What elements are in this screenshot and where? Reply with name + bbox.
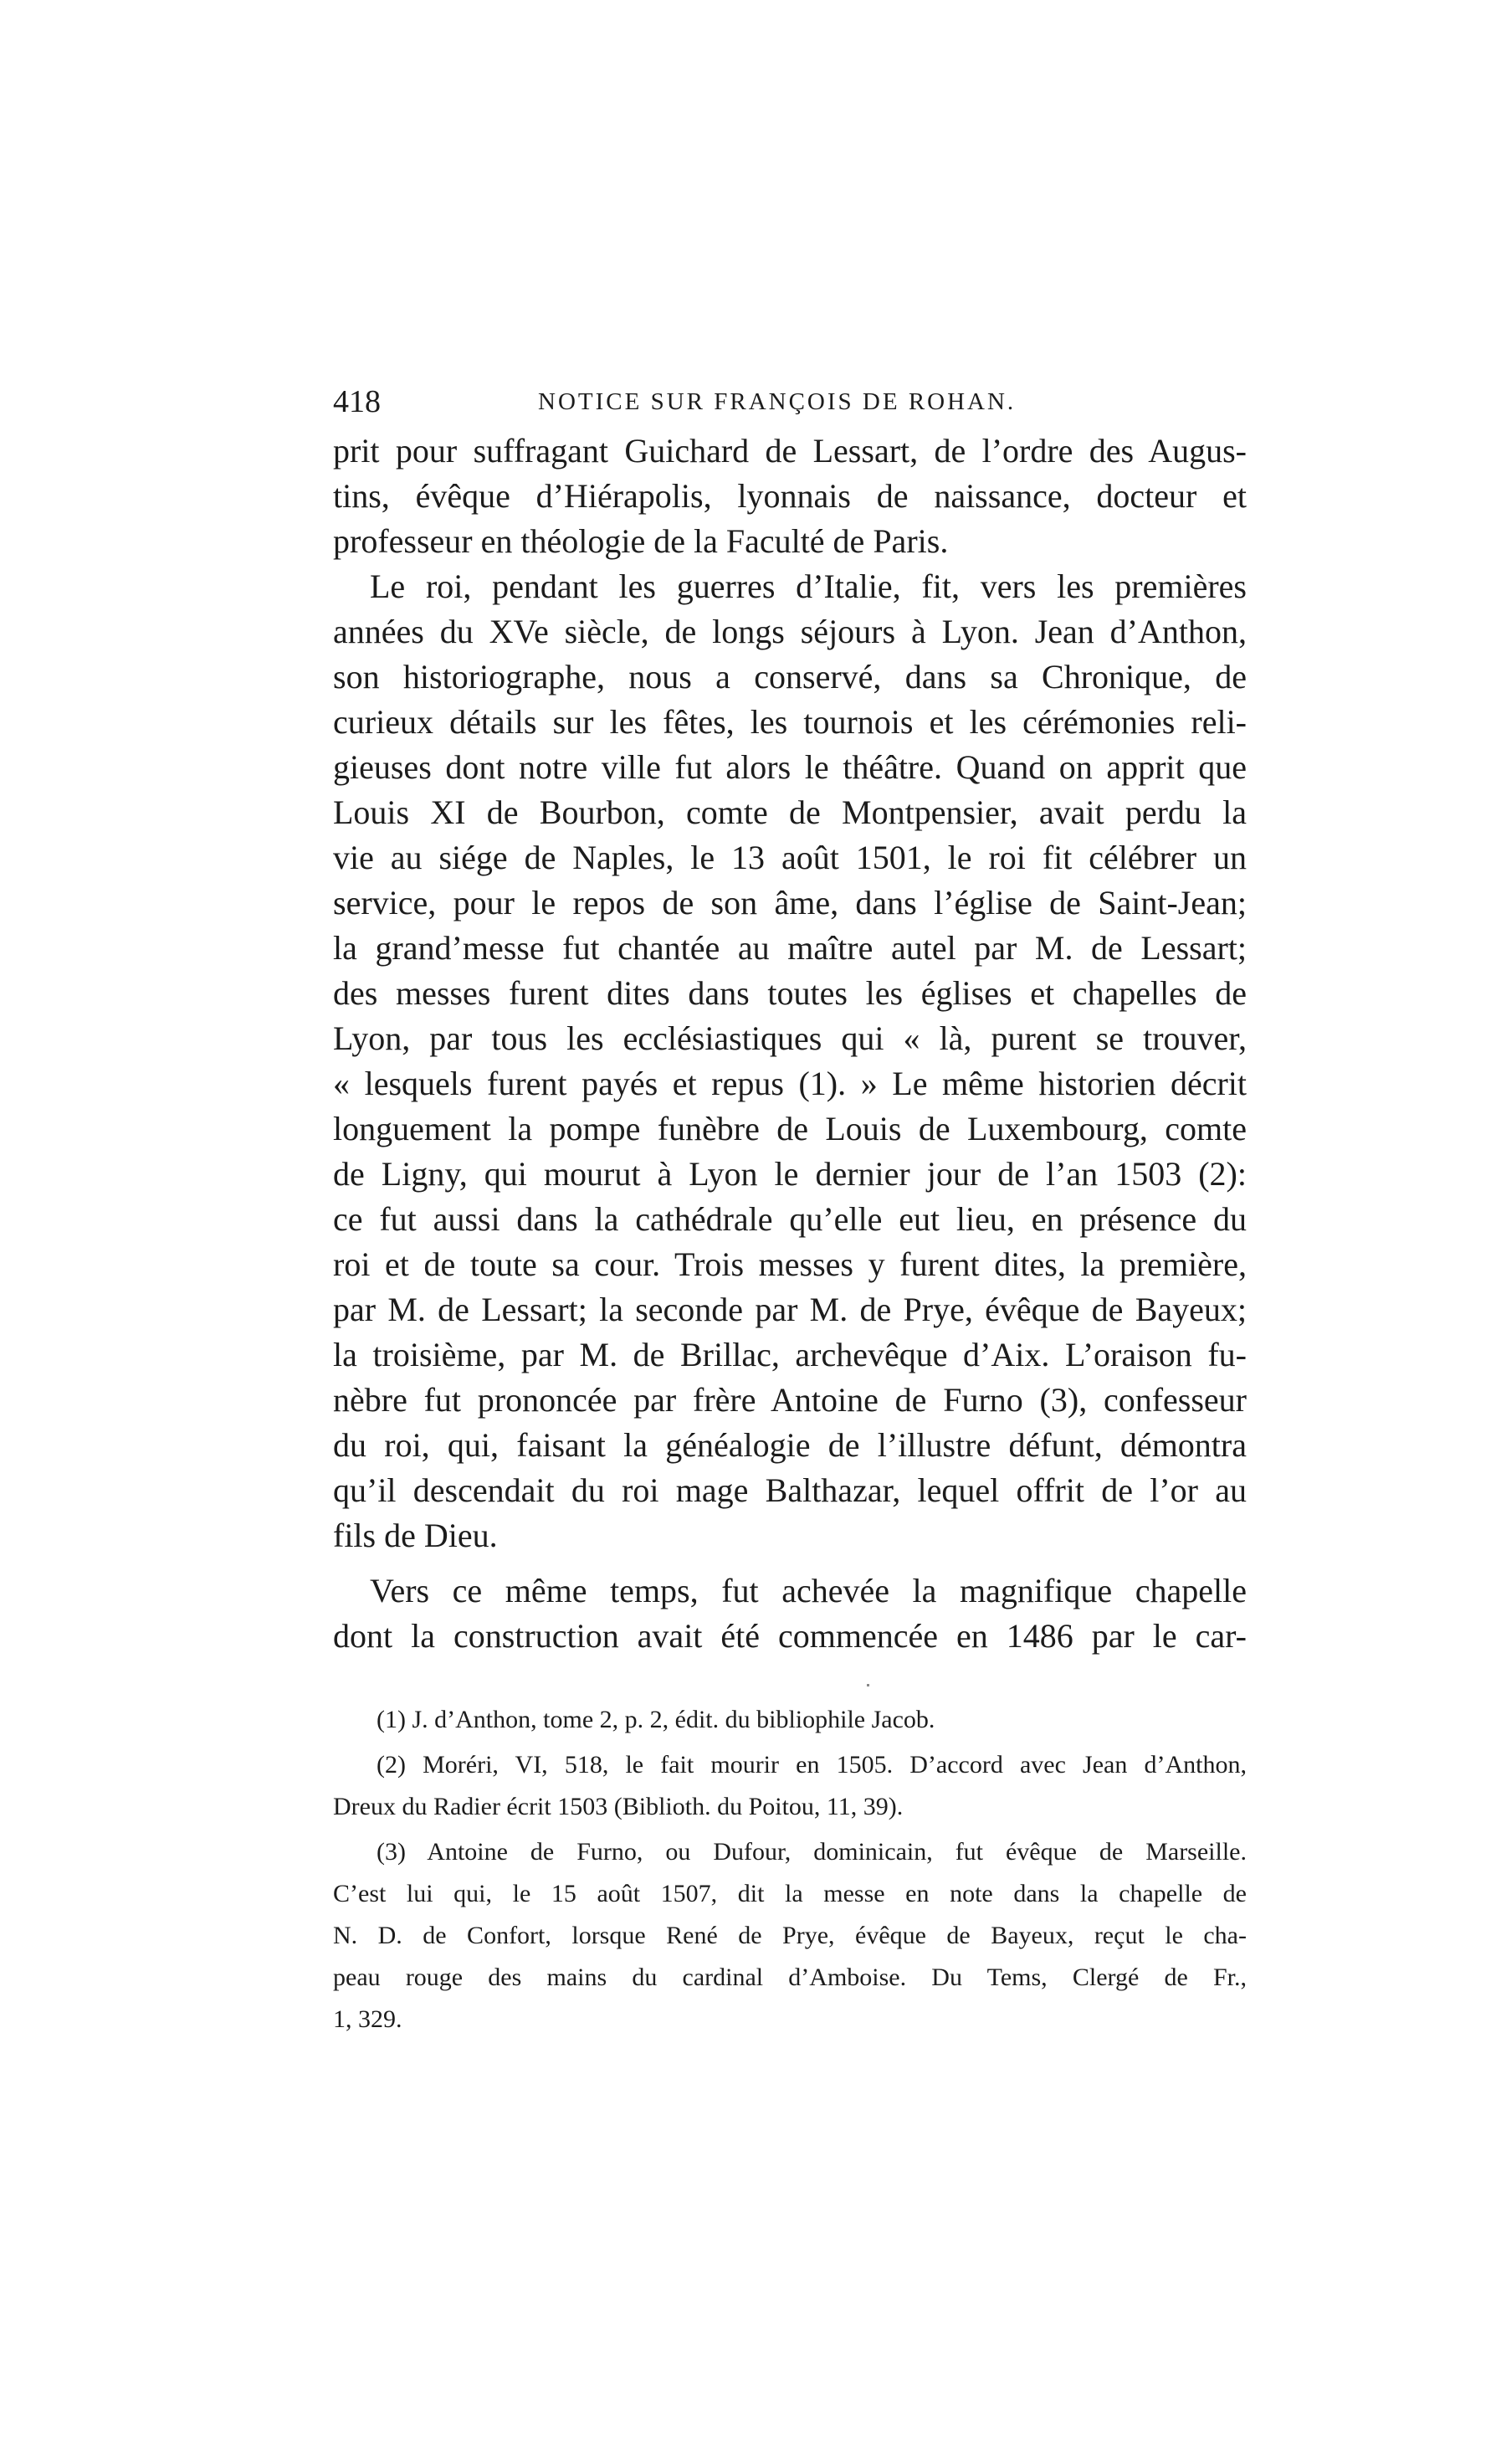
text-line: nèbre fut prononcée par frère Antoine de Furno (3), confesseur (333, 1381, 1247, 1419)
text-line: gieuses dont notre ville fut alors le théâtre. Quand on apprit que (333, 748, 1247, 786)
text-line: Vers ce même temps, fut achevée la magnifique chapelle (370, 1572, 1247, 1609)
footnote-line: (2) Moréri, VI, 518, le fait mourir en 1505. D’accord avec Jean d’Anthon, (377, 1751, 1247, 1779)
text-line: prit pour suffragant Guichard de Lessart, de l’ordre des Augus- (333, 432, 1247, 470)
footnote-line: C’est lui qui, le 15 août 1507, dit la messe en note dans la chapelle de (333, 1880, 1247, 1907)
text-line: fils de Dieu. (333, 1517, 498, 1554)
text-line: curieux détails sur les fêtes, les tournois et les cérémonies reli- (333, 703, 1247, 741)
text-line: roi et de toute sa cour. Trois messes y furent dites, la première, (333, 1245, 1247, 1283)
footnote-line: N. D. de Confort, lorsque René de Prye, évêque de Bayeux, reçut le cha- (333, 1922, 1247, 1949)
text-line: longuement la pompe funèbre de Louis de Luxembourg, comte (333, 1110, 1247, 1147)
text-line: qu’il descendait du roi mage Balthazar, lequel offrit de l’or au (333, 1471, 1247, 1509)
footnote-line: (3) Antoine de Furno, ou Dufour, dominicain, fut évêque de Marseille. (377, 1838, 1247, 1866)
text-line: des messes furent dites dans toutes les églises et chapelles de (333, 974, 1247, 1012)
footnote-line: 1, 329. (333, 2005, 402, 2033)
text-line: tins, évêque d’Hiérapolis, lyonnais de naissance, docteur et (333, 477, 1247, 515)
text-line: vie au siége de Naples, le 13 août 1501, le roi fit célébrer un (333, 839, 1247, 876)
footnotes (333, 1699, 1247, 2041)
text-line: son historiographe, nous a conservé, dans sa Chronique, de (333, 658, 1247, 696)
footnote-line: Dreux du Radier écrit 1503 (Biblioth. du Poitou, 11, 39). (333, 1793, 904, 1820)
text-line: « lesquels furent payés et repus (1). » Le même historien décrit (333, 1065, 1247, 1102)
text-line: Lyon, par tous les ecclésiastiques qui « là, purent se trouver, (333, 1019, 1247, 1057)
page-number: 418 (333, 384, 381, 419)
text-line: Louis XI de Bourbon, comte de Montpensier, avait perdu la (333, 793, 1247, 831)
text-line: la troisième, par M. de Brillac, archevêque d’Aix. L’oraison fu- (333, 1336, 1247, 1373)
text-line: la grand’messe fut chantée au maître autel par M. de Lessart; (333, 929, 1247, 967)
main-text (333, 429, 1247, 1659)
running-title: NOTICE SUR FRANÇOIS DE ROHAN. (538, 388, 1017, 415)
text-line: par M. de Lessart; la seconde par M. de Prye, évêque de Bayeux; (333, 1291, 1247, 1328)
footnote-line: peau rouge des mains du cardinal d’Amboise. Du Tems, Clergé de Fr., (333, 1964, 1247, 1991)
text-line: dont la construction avait été commencée en 1486 par le car- (333, 1617, 1247, 1655)
text-line: service, pour le repos de son âme, dans l’église de Saint-Jean; (333, 884, 1247, 921)
text-line: de Ligny, qui mourut à Lyon le dernier jour de l’an 1503 (2): (333, 1155, 1247, 1193)
text-line: ce fut aussi dans la cathédrale qu’elle eut lieu, en présence du (333, 1200, 1247, 1238)
page-header (333, 383, 1245, 425)
text-line: professeur en théologie de la Faculté de Paris. (333, 522, 949, 560)
footnote-line: (1) J. d’Anthon, tome 2, p. 2, édit. du bibliophile Jacob. (377, 1706, 935, 1733)
text-line: années du XVe siècle, de longs séjours à Lyon. Jean d’Anthon, (333, 613, 1247, 650)
footnote-separator (867, 1684, 869, 1686)
text-line: du roi, qui, faisant la généalogie de l’illustre défunt, démontra (333, 1426, 1247, 1464)
text-line: Le roi, pendant les guerres d’Italie, fit, vers les premières (370, 567, 1247, 605)
